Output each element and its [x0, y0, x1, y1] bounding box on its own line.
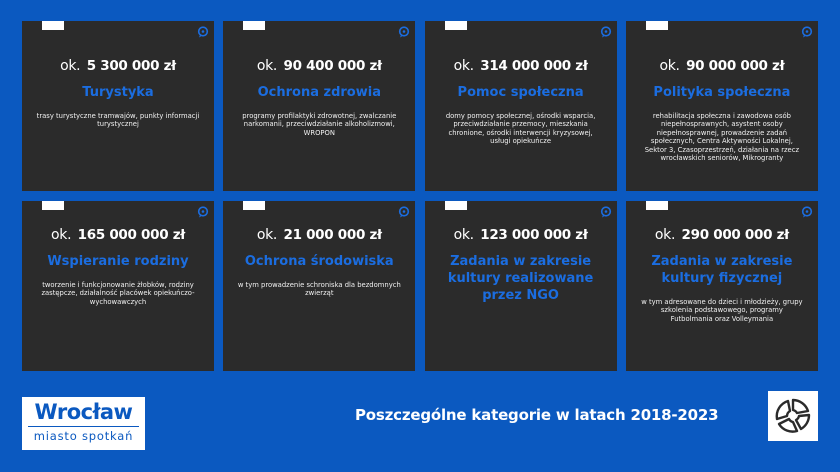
amount-value: ok. 290 000 000 zł	[654, 227, 789, 243]
logo-divider	[28, 426, 139, 427]
speech-bubble-logo-icon	[600, 26, 612, 38]
category-description: w tym adresowane do dzieci i młodzieży, grupy szkolenia podstawowego, programy Futbolmania oraz Volleymania	[641, 298, 803, 323]
logo-subtitle: miasto spotkań	[33, 429, 134, 443]
logo-main-text: Wrocław	[34, 400, 133, 424]
category-title: Polityka społeczna	[653, 85, 791, 100]
category-description: programy profilaktyki zdrowotnej, zwalczanie narkomanii, przeciwdziałanie alkoholizmowi, WROPON	[242, 112, 397, 137]
card-tab	[42, 21, 64, 30]
amount-value: ok. 90 400 000 zł	[256, 58, 382, 74]
category-card-ochrona-zdrowia	[223, 21, 415, 191]
category-card-kultura-fizyczna	[626, 201, 818, 371]
category-card-turystyka	[22, 21, 214, 191]
amount-value: ok. 314 000 000 zł	[453, 58, 588, 74]
amount-value: ok. 5 300 000 zł	[60, 58, 176, 74]
amount-value: ok. 123 000 000 zł	[453, 227, 588, 243]
speech-bubble-logo-icon	[398, 26, 410, 38]
card-tab	[646, 201, 668, 210]
speech-bubble-logo-icon	[801, 206, 813, 218]
category-description: tworzenie i funkcjonowanie żłobków, rodziny zastępcze, działalność placówek opiekuńczo-wychowawczych	[41, 281, 195, 306]
wroclaw-logo	[22, 397, 145, 450]
category-card-pomoc-spoleczna	[425, 21, 617, 191]
card-tab	[445, 21, 467, 30]
amount-value: ok. 90 000 000 zł	[659, 58, 785, 74]
speech-bubble-logo-icon	[398, 206, 410, 218]
speech-bubble-logo-icon	[600, 206, 612, 218]
segmented-circle-logo-icon	[768, 391, 818, 441]
category-title: Turystyka	[82, 85, 154, 100]
category-title: Wspieranie rodziny	[47, 254, 189, 269]
speech-bubble-logo-icon	[801, 26, 813, 38]
category-title: Ochrona zdrowia	[257, 85, 381, 100]
category-card-ochrona-srodowiska	[223, 201, 415, 371]
category-title: Zadania w zakresie kultury fizycznej	[651, 254, 793, 286]
category-description: w tym prowadzenie schroniska dla bezdomnych zwierząt	[237, 281, 401, 298]
segmented-circle-logo-graphic	[768, 391, 818, 441]
category-title: Zadania w zakresie kultury realizowane przez NGO	[447, 254, 594, 303]
amount-value: ok. 21 000 000 zł	[256, 227, 382, 243]
category-title: Pomoc społeczna	[457, 85, 584, 100]
card-tab	[243, 21, 265, 30]
category-card-wspieranie-rodziny	[22, 201, 214, 371]
category-card-polityka-spoleczna	[626, 21, 818, 191]
speech-bubble-logo-icon	[197, 26, 209, 38]
card-tab	[243, 201, 265, 210]
card-tab	[445, 201, 467, 210]
category-title: Ochrona środowiska	[244, 254, 394, 269]
category-description: domy pomocy społecznej, ośrodki wsparcia, przeciwdziałanie przemocy, mieszkania chronione, ośrodki interwencji kryzysowej, usługi opiekuńcze	[445, 112, 596, 146]
category-description: rehabilitacja społeczna i zawodowa osób niepełnosprawnych, asystent osoby niepełnosprawnej, prowadzenie zadań społecznych, Centra Aktywności Lokalnej, Sektor 3, Czasoprzestrzeń, działania na rzecz wrocławskich seniorów, Mikrogranty	[644, 112, 800, 163]
card-tab	[646, 21, 668, 30]
card-tab	[42, 201, 64, 210]
category-card-kultura-ngo	[425, 201, 617, 371]
categories-grid	[22, 21, 818, 371]
amount-value: ok. 165 000 000 zł	[51, 227, 185, 243]
speech-bubble-logo-icon	[197, 206, 209, 218]
footer-title: Poszczególne kategorie w latach 2018-2023	[355, 406, 719, 424]
category-description: trasy turystyczne tramwajów, punkty informacji turystycznej	[36, 112, 200, 129]
